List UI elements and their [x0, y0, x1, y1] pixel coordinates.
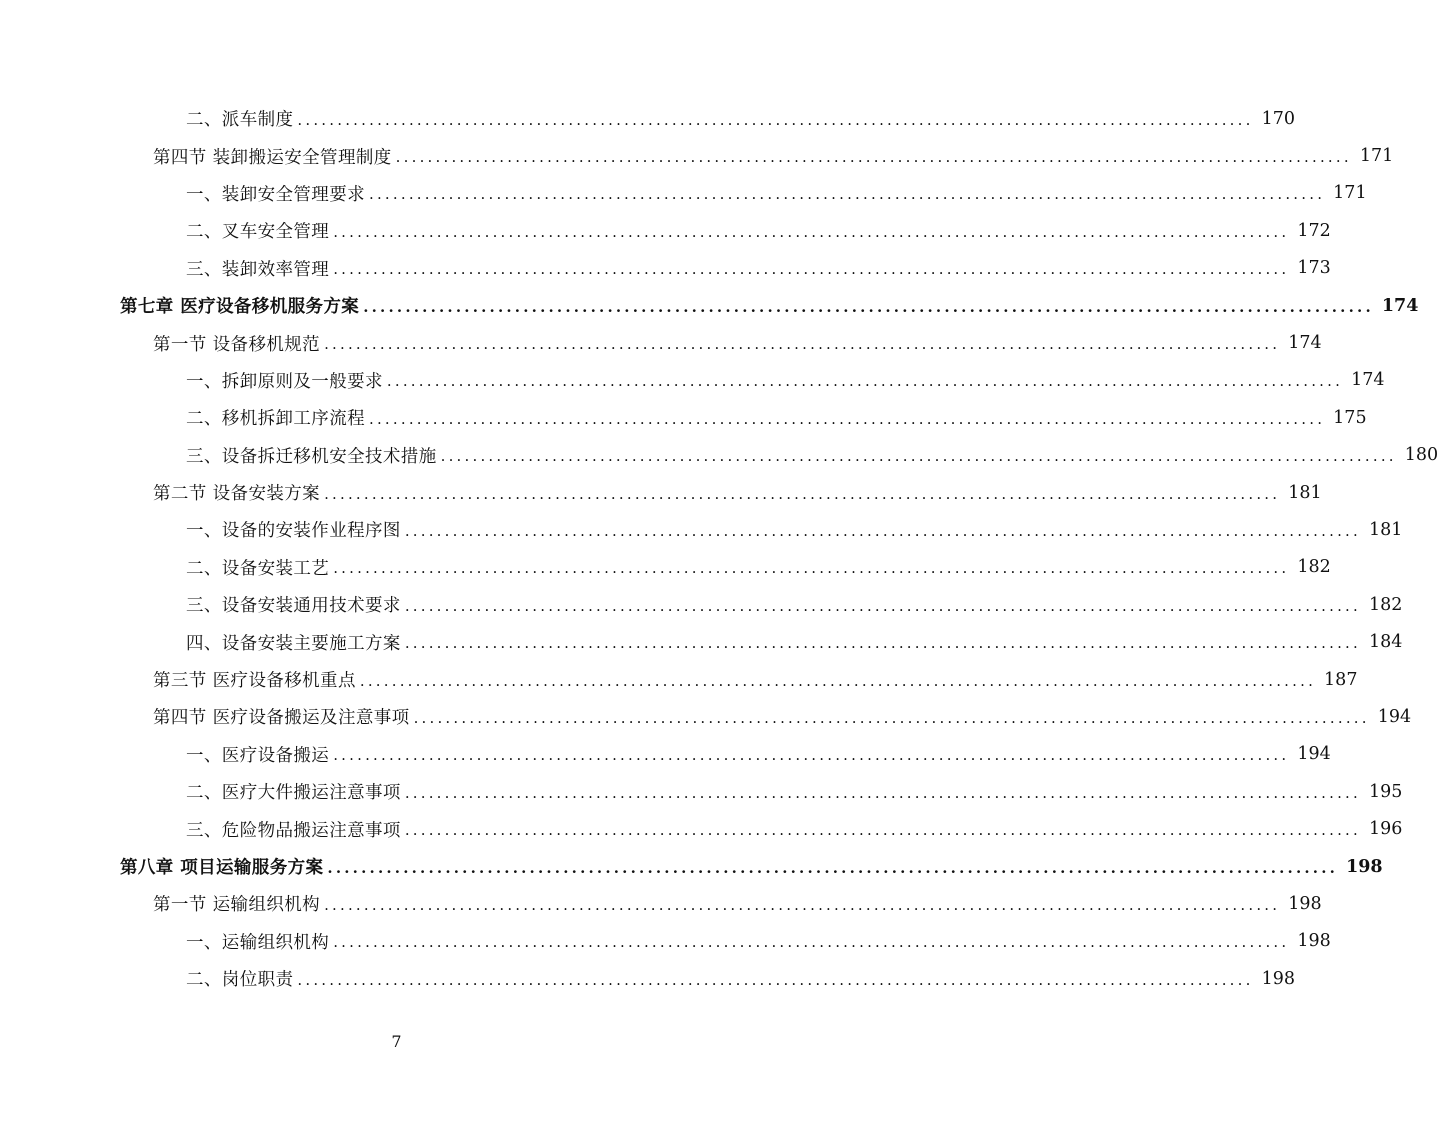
toc-dot-leader: ........................................................................................................................ [333, 933, 1290, 952]
toc-dot-leader: ........................................................................................................................ [440, 447, 1397, 466]
toc-section-entry[interactable] [0, 324, 1322, 361]
toc-entry-title: 第四节 装卸搬运安全管理制度 [153, 147, 392, 168]
toc-entry-title: 二、医疗大件搬运注意事项 [186, 783, 401, 804]
toc-entry-page: 170 [1261, 108, 1295, 129]
toc-chapter-entry[interactable] [0, 287, 1419, 324]
toc-dot-leader: ........................................................................................................................ [363, 297, 1374, 316]
toc-subsection-entry[interactable] [0, 437, 1438, 474]
toc-section-entry[interactable] [0, 885, 1322, 922]
toc-entry-title: 三、装卸效率管理 [186, 259, 330, 280]
toc-dot-leader: ........................................................................................................................ [324, 335, 1281, 354]
toc-entry-title: 三、危险物品搬运注意事项 [186, 820, 401, 841]
toc-subsection-entry[interactable] [0, 586, 1403, 623]
toc-section-entry[interactable] [0, 698, 1412, 735]
toc-entry-title: 第一节 运输组织机构 [153, 895, 321, 916]
toc-subsection-entry[interactable] [0, 773, 1403, 810]
toc-entry-title: 第八章 项目运输服务方案 [120, 858, 324, 878]
toc-entry-page: 194 [1377, 706, 1412, 727]
toc-entry-title: 一、设备的安装作业程序图 [186, 521, 401, 542]
toc-dot-leader: ........................................................................................................................ [333, 746, 1290, 765]
toc-dot-leader: ........................................................................................................................ [404, 821, 1361, 840]
toc-entry-title: 三、设备安装通用技术要求 [186, 596, 401, 617]
toc-subsection-entry[interactable] [0, 399, 1367, 436]
toc-entry-page: 194 [1297, 744, 1331, 765]
toc-entry-page: 172 [1297, 220, 1331, 241]
table-of-contents [0, 100, 1438, 997]
toc-dot-leader: ........................................................................................................................ [297, 970, 1254, 989]
toc-dot-leader: ........................................................................................................................ [404, 521, 1361, 540]
toc-entry-page: 198 [1288, 893, 1322, 914]
toc-entry-title: 第七章 医疗设备移机服务方案 [120, 297, 360, 318]
toc-dot-leader: ........................................................................................................................ [413, 708, 1370, 727]
toc-subsection-entry[interactable] [0, 250, 1331, 287]
toc-dot-leader: ........................................................................................................................ [333, 260, 1290, 279]
toc-dot-leader: ........................................................................................................................ [297, 110, 1254, 129]
toc-entry-page: 180 [1404, 445, 1438, 466]
toc-entry-page: 182 [1368, 594, 1403, 615]
toc-entry-title: 第三节 医疗设备移机重点 [153, 671, 356, 692]
toc-subsection-entry[interactable] [0, 623, 1403, 660]
toc-entry-page: 171 [1333, 183, 1367, 204]
toc-entry-title: 二、设备安装工艺 [186, 558, 330, 579]
toc-entry-page: 181 [1288, 482, 1322, 503]
toc-entry-page: 196 [1368, 819, 1403, 840]
toc-entry-title: 第一节 设备移机规范 [153, 334, 321, 355]
toc-dot-leader: ........................................................................................................................ [404, 596, 1361, 615]
toc-entry-title: 一、运输组织机构 [186, 932, 330, 953]
toc-subsection-entry[interactable] [0, 212, 1331, 249]
toc-entry-page: 198 [1346, 856, 1383, 877]
toc-dot-leader: ........................................................................................................................ [404, 783, 1361, 802]
toc-entry-title: 一、医疗设备搬运 [186, 745, 330, 766]
toc-dot-leader: ........................................................................................................................ [333, 559, 1290, 578]
toc-section-entry[interactable] [0, 661, 1358, 698]
page-number: 7 [391, 1032, 402, 1051]
toc-subsection-entry[interactable] [0, 175, 1367, 212]
toc-dot-leader: ........................................................................................................................ [369, 185, 1326, 204]
toc-dot-leader: ........................................................................................................................ [369, 409, 1326, 428]
toc-dot-leader: ........................................................................................................................ [359, 671, 1317, 690]
toc-dot-leader: ........................................................................................................................ [327, 858, 1339, 877]
toc-subsection-entry[interactable] [0, 736, 1331, 773]
toc-section-entry[interactable] [0, 474, 1322, 511]
toc-dot-leader: ........................................................................................................................ [324, 484, 1281, 503]
toc-entry-page: 181 [1368, 519, 1403, 540]
toc-subsection-entry[interactable] [0, 923, 1331, 960]
toc-entry-title: 第二节 设备安装方案 [153, 484, 321, 505]
toc-dot-leader: ........................................................................................................................ [324, 895, 1281, 914]
toc-subsection-entry[interactable] [0, 362, 1385, 399]
toc-dot-leader: ........................................................................................................................ [333, 222, 1290, 241]
toc-dot-leader: ........................................................................................................................ [404, 634, 1361, 653]
toc-entry-page: 175 [1333, 407, 1367, 428]
toc-subsection-entry[interactable] [0, 549, 1331, 586]
toc-entry-title: 三、设备拆迁移机安全技术措施 [186, 446, 437, 467]
toc-entry-page: 173 [1297, 258, 1331, 279]
toc-entry-page: 171 [1359, 146, 1394, 167]
toc-entry-title: 四、设备安装主要施工方案 [186, 633, 401, 654]
toc-chapter-entry[interactable] [0, 848, 1383, 885]
toc-dot-leader: ........................................................................................................................ [395, 148, 1352, 167]
toc-entry-title: 第四节 医疗设备搬运及注意事项 [153, 708, 410, 729]
toc-entry-title: 一、装卸安全管理要求 [186, 184, 365, 205]
toc-entry-page: 174 [1381, 295, 1419, 316]
toc-entry-page: 184 [1368, 632, 1403, 653]
toc-entry-page: 198 [1261, 968, 1295, 989]
toc-subsection-entry[interactable] [0, 100, 1295, 137]
toc-entry-page: 174 [1288, 333, 1322, 354]
toc-entry-page: 195 [1368, 781, 1403, 802]
toc-entry-page: 187 [1324, 669, 1358, 690]
toc-dot-leader: ........................................................................................................................ [386, 372, 1344, 391]
toc-entry-title: 二、岗位职责 [186, 970, 294, 991]
toc-entry-page: 174 [1351, 370, 1385, 391]
toc-section-entry[interactable] [0, 137, 1394, 174]
toc-entry-page: 198 [1297, 931, 1331, 952]
toc-entry-page: 182 [1297, 557, 1331, 578]
toc-subsection-entry[interactable] [0, 511, 1403, 548]
toc-entry-title: 二、派车制度 [186, 110, 294, 131]
toc-entry-title: 二、叉车安全管理 [186, 222, 330, 243]
toc-entry-title: 二、移机拆卸工序流程 [186, 409, 365, 430]
toc-entry-title: 一、拆卸原则及一般要求 [186, 371, 383, 392]
toc-subsection-entry[interactable] [0, 960, 1295, 997]
toc-subsection-entry[interactable] [0, 810, 1403, 847]
